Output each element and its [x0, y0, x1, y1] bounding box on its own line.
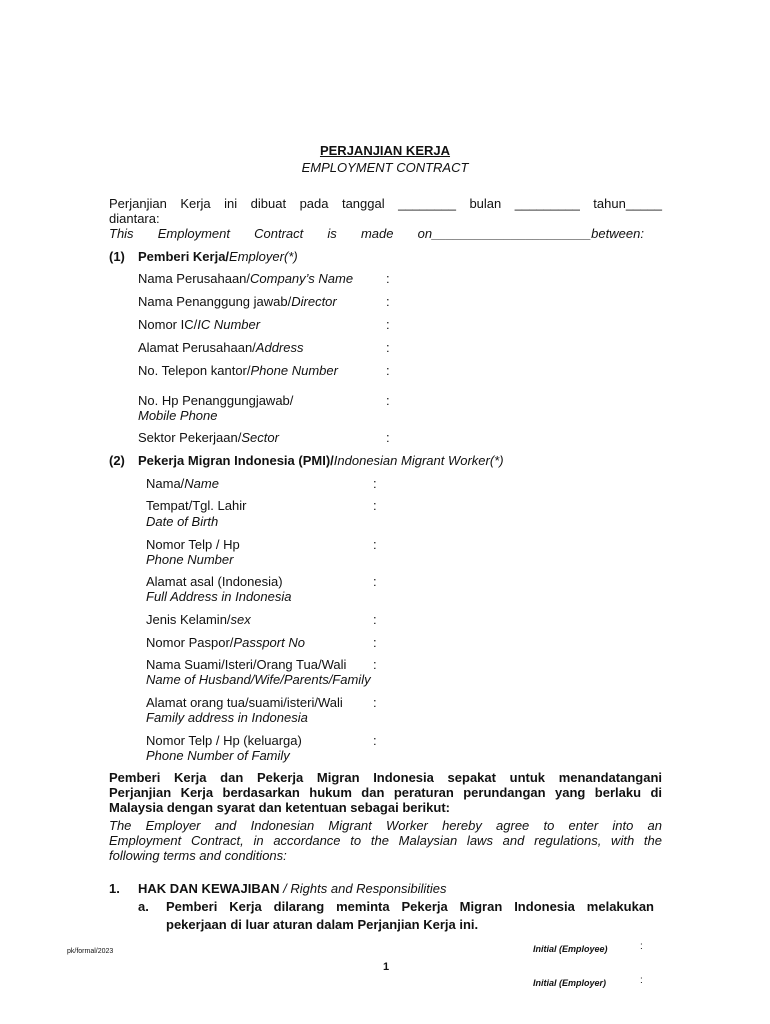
initial-employee-label: Initial (Employee)	[533, 944, 608, 954]
initial-employer-label: Initial (Employer)	[533, 978, 607, 988]
field-colon: :	[373, 574, 377, 589]
field-colon: :	[373, 695, 377, 710]
field-colon: :	[386, 317, 390, 332]
page-title: PERJANJIAN KERJA	[319, 143, 451, 158]
field-colon: :	[373, 657, 377, 672]
field-colon: :	[373, 498, 377, 513]
field-colon: :	[373, 537, 377, 552]
worker-family-address-label-en: Family address in Indonesia	[146, 710, 308, 725]
intro-line-2: diantara:	[109, 211, 160, 226]
worker-family-name-label: Nama Suami/Isteri/Orang Tua/Wali	[146, 657, 347, 672]
intro-line-3: This Employment Contract is made on______________________between:	[109, 226, 644, 241]
worker-family-phone-label-en: Phone Number of Family	[146, 748, 290, 763]
employer-address-label: Alamat Perusahaan/Address	[138, 340, 304, 355]
worker-birth-label: Tempat/Tgl. Lahir	[146, 498, 247, 513]
worker-family-address-label: Alamat orang tua/suami/isteri/Wali	[146, 695, 343, 710]
worker-sex-label: Jenis Kelamin/sex	[146, 612, 251, 627]
worker-phone-label: Nomor Telp / Hp	[146, 537, 240, 552]
section-2-heading: Pekerja Migran Indonesia (PMI)/Indonesian Migrant Worker(*)	[138, 453, 504, 468]
worker-address-label-en: Full Address in Indonesia	[146, 589, 292, 604]
worker-family-phone-label: Nomor Telp / Hp (keluarga)	[146, 733, 302, 748]
clause-1a-line-1: Pemberi Kerja dilarang meminta Pekerja Migran Indonesia melakukan	[166, 899, 654, 914]
intro-line-1: Perjanjian Kerja ini dibuat pada tanggal ________ bulan _________ tahun_____	[109, 196, 662, 211]
worker-name-label: Nama/Name	[146, 476, 219, 491]
agreement-paragraph-en: The Employer and Indonesian Migrant Worker hereby agree to enter into an Employment Contract, in accordance to the Malaysian laws and regulations, with the following terms and conditions:	[109, 818, 662, 863]
employer-company-name-label: Nama Perusahaan/Company’s Name	[138, 271, 354, 286]
field-colon: :	[373, 476, 377, 491]
initial-employee-colon: :	[640, 941, 643, 952]
employer-sector-label: Sektor Pekerjaan/Sector	[138, 430, 279, 445]
worker-birth-label-en: Date of Birth	[146, 514, 219, 529]
clause-1a-line-2: pekerjaan di luar aturan dalam Perjanjian Kerja ini.	[166, 917, 479, 932]
clause-1-number: 1.	[109, 881, 120, 896]
agreement-paragraph-id: Pemberi Kerja dan Pekerja Migran Indonesia sepakat untuk menandatangani Perjanjian Kerja berdasarkan hukum dan peraturan perundangan yang berlaku di Malaysia dengan syarat dan ketentuan sebagai berikut:	[109, 770, 662, 815]
employer-ic-number-label: Nomor IC/IC Number	[138, 317, 261, 332]
worker-family-name-label-en: Name of Husband/Wife/Parents/Family	[146, 672, 371, 687]
section-1-number: (1)	[109, 249, 125, 264]
field-colon: :	[386, 393, 390, 408]
employer-mobile-label-en: Mobile Phone	[138, 408, 218, 423]
page-subtitle: EMPLOYMENT CONTRACT	[301, 160, 469, 175]
field-colon: :	[386, 430, 390, 445]
field-colon: :	[373, 612, 377, 627]
worker-phone-label-en: Phone Number	[146, 552, 234, 567]
employer-phone-label: No. Telepon kantor/Phone Number	[138, 363, 338, 378]
field-colon: :	[386, 363, 390, 378]
field-colon: :	[373, 733, 377, 748]
field-colon: :	[373, 635, 377, 650]
section-1-heading: Pemberi Kerja/Employer(*)	[138, 249, 298, 264]
initial-employer-colon: :	[640, 975, 643, 986]
employer-mobile-label: No. Hp Penanggungjawab/	[138, 393, 294, 408]
form-code: pk/formal/2023	[67, 948, 114, 955]
field-colon: :	[386, 271, 390, 286]
page-number: 1	[383, 961, 390, 973]
field-colon: :	[386, 294, 390, 309]
field-colon: :	[386, 340, 390, 355]
clause-1a-letter: a.	[138, 899, 149, 914]
worker-address-label: Alamat asal (Indonesia)	[146, 574, 283, 589]
employer-director-label: Nama Penanggung jawab/Director	[138, 294, 337, 309]
section-2-number: (2)	[109, 453, 125, 468]
worker-passport-label: Nomor Paspor/Passport No	[146, 635, 305, 650]
clause-1-heading: HAK DAN KEWAJIBAN / Rights and Responsibilities	[138, 881, 447, 896]
